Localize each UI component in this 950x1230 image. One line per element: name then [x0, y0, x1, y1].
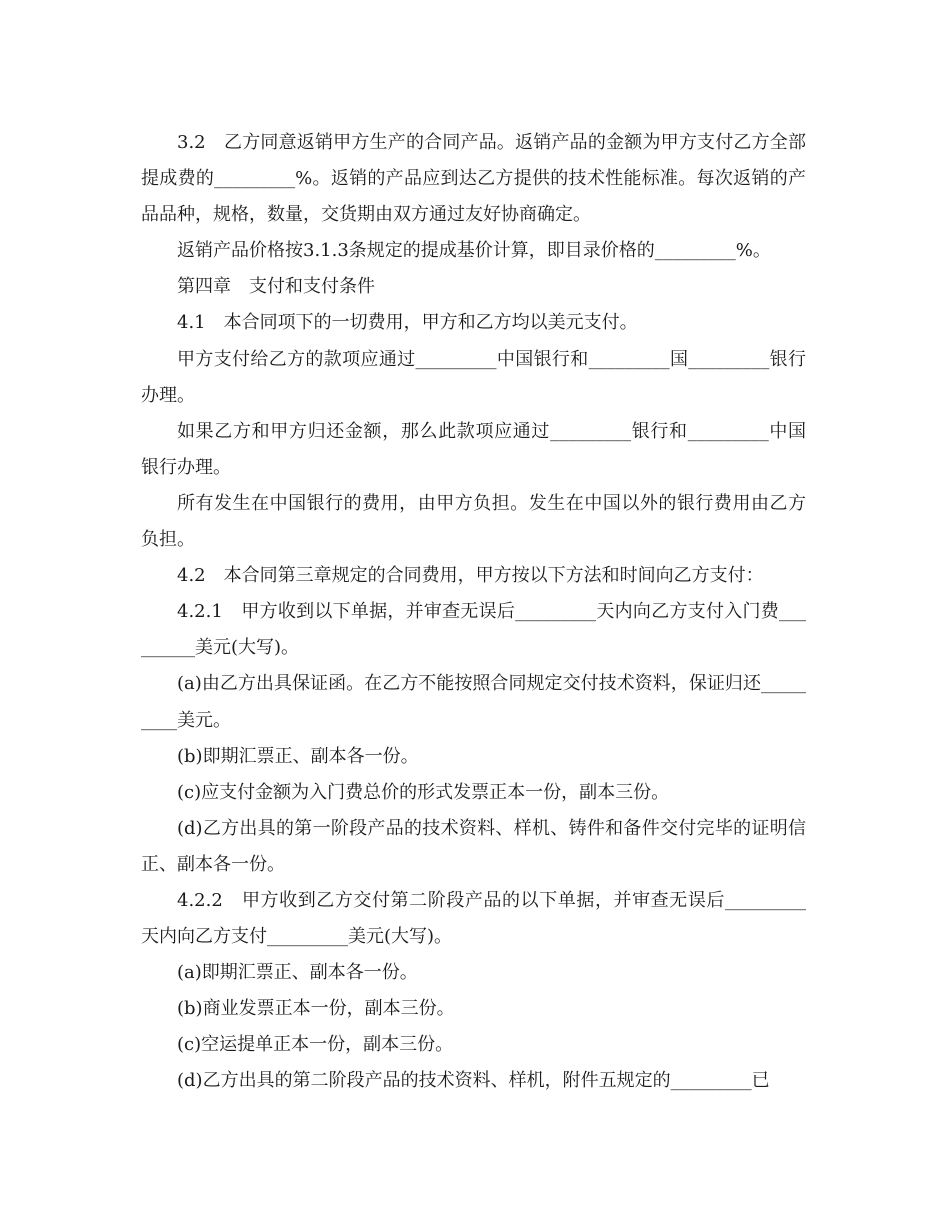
document-body	[141, 125, 806, 1100]
paragraph-buyback-price: 返销产品价格按3.1.3条规定的提成基价计算，即目录价格的_________%。	[177, 240, 771, 262]
list-item-b-commercial-invoice: (b)商业发票正本一份，副本三份。	[177, 998, 455, 1020]
paragraph-refund-bank: 如果乙方和甲方归还金额，那么此款项应通过_________银行和_________中国银行办理。	[141, 420, 806, 478]
list-item-c-invoice: (c)应支付金额为入门费总价的形式发票正本一份，副本三份。	[177, 781, 670, 803]
list-item-c-airway-bill: (c)空运提单正本一份，副本三份。	[177, 1034, 454, 1056]
chapter-heading: 第四章 支付和支付条件	[177, 276, 375, 298]
paragraph-4-1: 4.1 本合同项下的一切费用，甲方和乙方均以美元支付。	[177, 312, 638, 334]
list-item-a-guarantee: (a)由乙方出具保证函。在乙方不能按照合同规定交付技术资料，保证归还_________美元。	[141, 673, 806, 731]
list-item-d-stage-two: (d)乙方出具的第二阶段产品的技术资料、样机，附件五规定的_________已	[177, 1070, 770, 1092]
paragraph-4-2: 4.2 本合同第三章规定的合同费用，甲方按以下方法和时间向乙方支付：	[177, 565, 764, 587]
paragraph-3-2: 3.2 乙方同意返销甲方生产的合同产品。返销产品的金额为甲方支付乙方全部提成费的_________%。返销的产品应到达乙方提供的技术性能标准。每次返销的产品品种，规格，数量，交货期由双方通过友好协商确定。	[141, 132, 806, 226]
paragraph-bank-fees: 所有发生在中国银行的费用，由甲方负担。发生在中国以外的银行费用由乙方负担。	[141, 492, 806, 551]
list-item-d-certificate: (d)乙方出具的第一阶段产品的技术资料、样机、铸件和备件交付完毕的证明信正、副本各一份。	[141, 817, 806, 875]
list-item-a-draft: (a)即期汇票正、副本各一份。	[177, 962, 418, 984]
paragraph-4-2-1: 4.2.1 甲方收到以下单据，并审查无误后_________天内向乙方支付入门费_________美元(大写)。	[141, 601, 806, 659]
list-item-b-draft: (b)即期汇票正、副本各一份。	[177, 745, 419, 767]
paragraph-4-2-2: 4.2.2 甲方收到乙方交付第二阶段产品的以下单据，并审查无误后_________天内向乙方支付_________美元(大写)。	[141, 889, 806, 948]
paragraph-payment-bank: 甲方支付给乙方的款项应通过_________中国银行和_________国_________银行办理。	[141, 348, 806, 406]
